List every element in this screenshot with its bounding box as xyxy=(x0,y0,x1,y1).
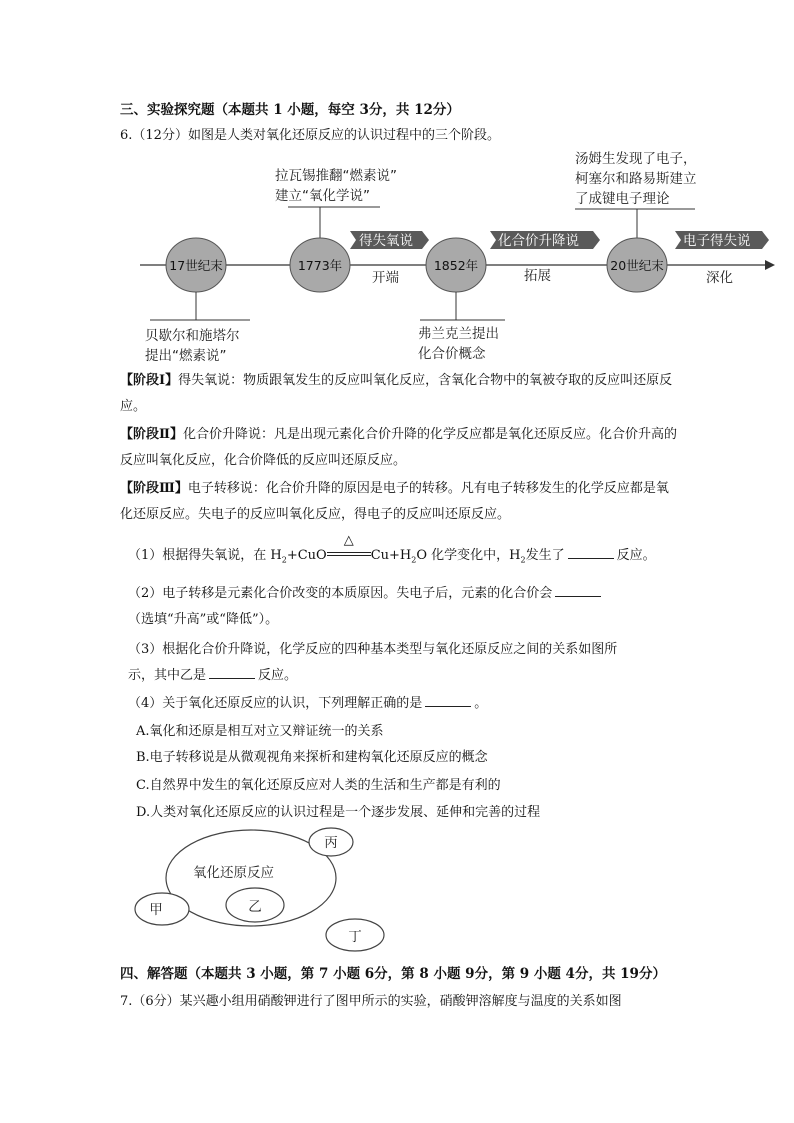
stage-2-text: 化合价升降说：凡是出现元素化合价升降的化学反应都是氧化还原反应。化合价升高的反应叫氧化反应，化合价降低的反应叫还原反应。 xyxy=(120,427,677,468)
answer-blank-3[interactable] xyxy=(209,666,255,679)
label-redox: 氧化还原反应 xyxy=(193,865,274,881)
axis-arrowhead xyxy=(765,260,775,270)
note-1773-line1: 拉瓦锡推翻“燃素说” xyxy=(275,168,397,184)
note-20c-line3: 了成键电子理论 xyxy=(575,191,670,207)
node-20c-label: 20世纪末 xyxy=(610,258,664,273)
sub-question-2-line2: （选填“升高”或“降低”）。 xyxy=(128,612,279,627)
arrow-tag-valence-label: 化合价升降说 xyxy=(498,233,579,249)
note-20c-line2: 柯塞尔和路易斯建立 xyxy=(575,171,697,187)
venn-diagram xyxy=(0,820,794,955)
answer-blank-4[interactable] xyxy=(425,694,471,707)
stage-3 xyxy=(120,476,680,528)
sub2-line1-text: （2）电子转移是元素化合价改变的本质原因。失电子后，元素的化合价会 xyxy=(128,586,553,601)
note-17c-line1: 贝歇尔和施塔尔 xyxy=(145,328,240,344)
node-1852-label: 1852年 xyxy=(433,258,479,273)
option-a: A.氧化和还原是相互对立又辩证统一的关系 xyxy=(136,724,384,739)
node-17c-label: 17世纪末 xyxy=(169,258,223,273)
segment-start: 开端 xyxy=(372,270,399,286)
note-20c-line1: 汤姆生发现了电子， xyxy=(575,151,697,167)
stage-2-tag: 【阶段Ⅱ】 xyxy=(120,427,183,442)
reaction-condition xyxy=(327,533,371,559)
section-title-4: 四、解答题（本题共 3 小题，第 7 小题 6分，第 8 小题 9分，第 9 小题 4分，共 19分） xyxy=(120,966,666,982)
node-1773-label: 1773年 xyxy=(297,258,343,273)
sub1-end: 反应。 xyxy=(616,548,656,563)
answer-blank-1[interactable] xyxy=(568,546,614,559)
stage-3-text: 电子转移说：化合价升降的原因是电子的转移。凡有电子转移发生的化学反应都是氧化还原反应。失电子的反应叫氧化反应，得电子的反应叫还原反应。 xyxy=(120,481,669,522)
option-c: C.自然界中发生的氧化还原反应对人类的生活和生产都是有利的 xyxy=(136,778,501,793)
label-yi: 乙 xyxy=(248,899,262,915)
stage-1 xyxy=(120,368,680,420)
sub1-eq-mid: +CuO xyxy=(286,548,327,563)
answer-blank-2[interactable] xyxy=(555,584,601,597)
note-1773-line2: 建立“氧化学说” xyxy=(275,188,370,204)
sub-question-3-line1: （3）根据化合价升降说，化学反应的四种基本类型与氧化还原反应之间的关系如图所 xyxy=(128,642,618,657)
heat-symbol: △ xyxy=(343,533,354,548)
note-17c-line2: 提出“燃素说” xyxy=(145,348,227,364)
sub-question-1: （1）根据得失氧说，在 $H_2+CuO$ △ $Cu+H_2O$ 化学变化中，$H_2$发生了 反应。 xyxy=(128,533,656,565)
sub-question-4 xyxy=(128,692,487,711)
question-7-stem: 7.（6分）某兴趣小组用硝酸钾进行了图甲所示的实验，硝酸钾溶解度与温度的关系如图 xyxy=(120,994,622,1009)
note-1852-line2: 化合价概念 xyxy=(418,346,486,362)
sub3-line2-end: 反应。 xyxy=(258,668,298,683)
sub1-mid: 化学变化中，H xyxy=(427,548,521,563)
sub4-line1-text: （4）关于氧化还原反应的认识，下列理解正确的是 xyxy=(128,696,423,711)
sub4-line1-end: 。 xyxy=(474,696,488,711)
option-d: D.人类对氧化还原反应的认识过程是一个逐步发展、延伸和完善的过程 xyxy=(136,805,541,820)
label-bing: 丙 xyxy=(324,835,338,851)
sub1-eq-right: Cu+H xyxy=(370,548,412,563)
arrow-tag-electron-label: 电子得失说 xyxy=(683,233,751,249)
option-b: B.电子转移说是从微观视角来探析和建构氧化还原反应的概念 xyxy=(136,750,488,765)
sub1-prefix: （1）根据得失氧说，在 H xyxy=(128,548,282,563)
segment-deepen: 深化 xyxy=(706,270,733,286)
stage-1-tag: 【阶段Ⅰ】 xyxy=(120,373,179,388)
label-ding: 丁 xyxy=(348,929,362,945)
stage-2 xyxy=(120,422,680,474)
sub3-line2-text: 示，其中乙是 xyxy=(128,668,207,683)
sub1-eq-right2: O xyxy=(416,548,428,563)
stage-1-text: 得失氧说：物质跟氧发生的反应叫氧化反应，含氧化合物中的氧被夺取的反应叫还原反应。 xyxy=(120,373,673,414)
sub-question-2-line1 xyxy=(128,582,604,601)
question-stem: 6.（12分）如图是人类对氧化还原反应的认识过程中的三个阶段。 xyxy=(120,128,500,143)
sub-question-3-line2 xyxy=(128,664,297,683)
note-1852-line1: 弗兰克兰提出 xyxy=(418,326,499,342)
segment-expand: 拓展 xyxy=(524,268,551,284)
sub1-suffix: 发生了 xyxy=(525,548,565,563)
label-jia: 甲 xyxy=(149,902,163,918)
section-title: 三、实验探究题（本题共 1 小题，每空 3分，共 12分） xyxy=(120,102,460,118)
timeline-diagram xyxy=(0,140,794,370)
arrow-tag-oxygen-label: 得失氧说 xyxy=(359,233,413,249)
stage-3-tag: 【阶段Ⅲ】 xyxy=(120,481,188,496)
